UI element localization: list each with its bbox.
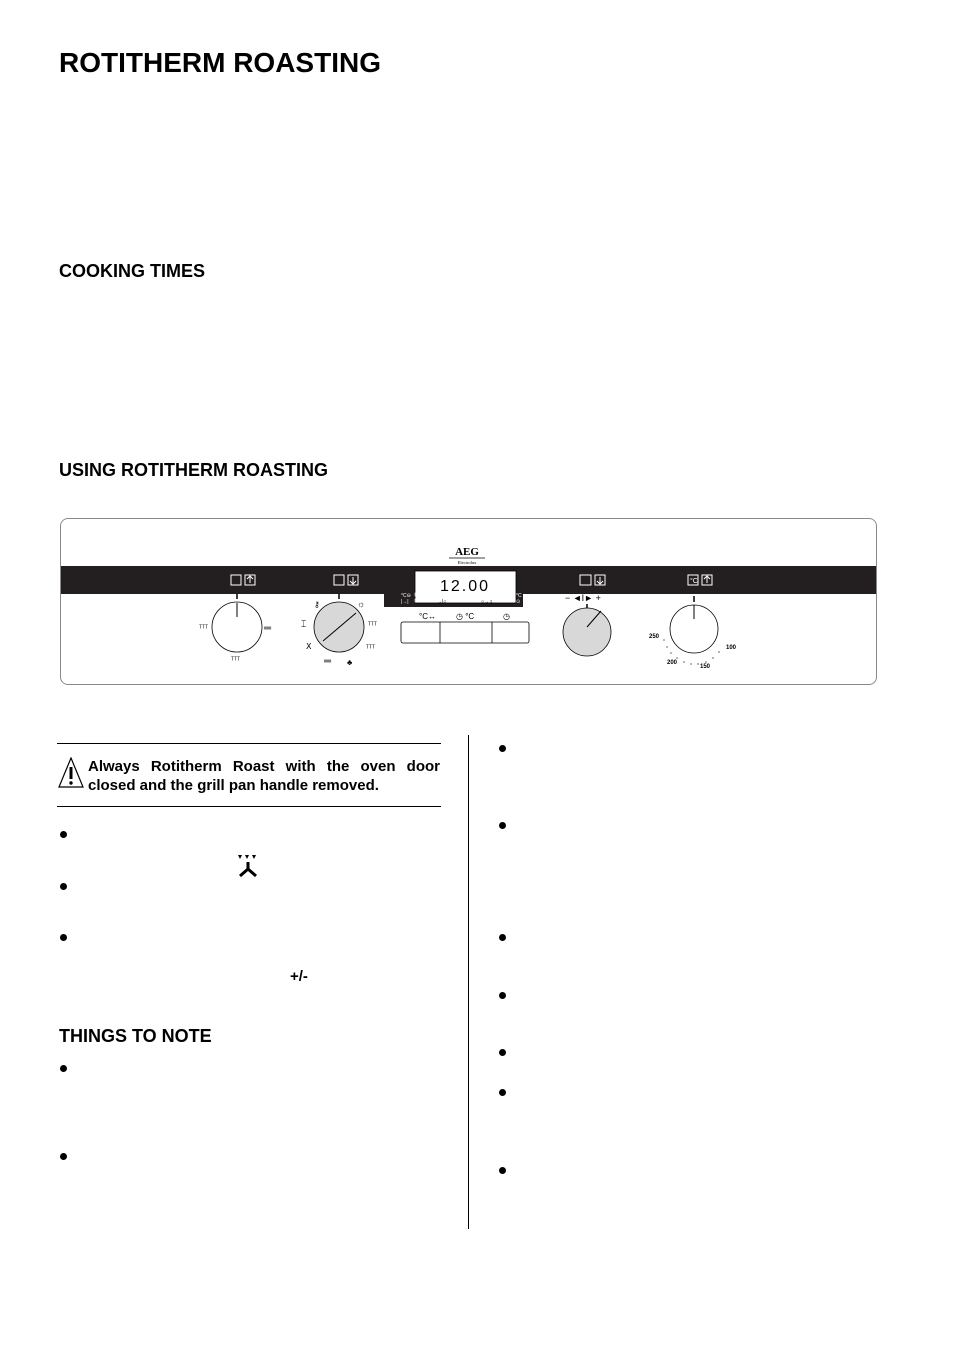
rotitherm-icon xyxy=(237,854,261,880)
sub-brand-logo: Electrolux xyxy=(457,560,477,565)
svg-text:°C⊖: °C⊖ xyxy=(401,593,411,599)
control-panel-drawing xyxy=(61,519,878,686)
select-function-icon xyxy=(231,575,255,585)
temp-button-label: °C↔ xyxy=(419,612,436,621)
temperature-icon xyxy=(688,575,712,585)
svg-text:250: 250 xyxy=(649,634,660,640)
bullet xyxy=(60,831,67,838)
bullet xyxy=(499,745,506,752)
svg-text:═: ═ xyxy=(324,656,332,667)
bullet xyxy=(499,822,506,829)
svg-text:200: 200 xyxy=(667,660,678,666)
svg-text:°C: °C xyxy=(690,578,698,585)
svg-text:⊙: ⊙ xyxy=(516,599,521,605)
oven-control-panel xyxy=(60,518,877,685)
button-bar xyxy=(401,622,529,643)
svg-text:ᵀᵀᵀ: ᵀᵀᵀ xyxy=(231,657,241,664)
bullet xyxy=(60,1153,67,1160)
select-down-icon xyxy=(334,575,358,585)
svg-text:100: 100 xyxy=(726,645,737,651)
svg-text:°C: °C xyxy=(516,593,522,599)
svg-text:♣: ♣ xyxy=(347,658,353,667)
warning-bottom-rule xyxy=(57,806,441,807)
brand-logo: AEG xyxy=(455,546,479,558)
warning-text: Always Rotitherm Roast with the oven door closed and the grill pan handle removed. xyxy=(88,758,440,794)
bullet xyxy=(499,1049,506,1056)
bullet xyxy=(60,883,67,890)
function-knob-left xyxy=(199,594,272,664)
svg-text:→|○: →|○ xyxy=(437,599,447,605)
bullet xyxy=(499,992,506,999)
minus-plus-knob xyxy=(563,593,611,656)
svg-text:ᵀᵀᵀ: ᵀᵀᵀ xyxy=(368,622,378,629)
svg-text:ᵀᵀᵀ: ᵀᵀᵀ xyxy=(366,645,376,652)
svg-text:○→♫: ○→♫ xyxy=(481,599,493,605)
svg-text:☼: ☼ xyxy=(357,599,366,609)
svg-text:ᵀᵀᵀ: ᵀᵀᵀ xyxy=(199,625,209,632)
bullet xyxy=(60,934,67,941)
temperature-knob xyxy=(649,596,737,670)
oven-function-knob xyxy=(301,594,377,667)
column-divider xyxy=(468,735,469,1229)
svg-text:|→|: |→| xyxy=(401,599,409,605)
svg-text:Ⅹ: Ⅹ xyxy=(306,642,312,651)
bullet xyxy=(499,1089,506,1096)
section-heading-cooking-times: COOKING TIMES xyxy=(59,261,206,281)
svg-text:⌶: ⌶ xyxy=(301,619,307,629)
display-time: 12.00 xyxy=(439,578,491,595)
bullet xyxy=(60,1065,67,1072)
section-heading-things-to-note: THINGS TO NOTE xyxy=(59,1026,212,1046)
warning-icon xyxy=(58,757,84,789)
svg-text:⚷: ⚷ xyxy=(314,600,320,609)
svg-text:− ◄I► +: − ◄I► + xyxy=(565,593,601,603)
bullet xyxy=(499,934,506,941)
plus-minus-symbol: +/- xyxy=(290,968,308,985)
page-title: ROTITHERM ROASTING xyxy=(59,47,381,78)
clock-temp-label: ◷ °C xyxy=(456,612,475,621)
clock-icon: ◷ xyxy=(503,612,510,621)
svg-text:150: 150 xyxy=(700,664,711,670)
warning-top-rule xyxy=(57,743,441,744)
svg-text:═: ═ xyxy=(264,623,272,634)
section-heading-using: USING ROTITHERM ROASTING xyxy=(59,460,328,480)
bullet xyxy=(499,1167,506,1174)
time-select-icon xyxy=(580,575,605,585)
